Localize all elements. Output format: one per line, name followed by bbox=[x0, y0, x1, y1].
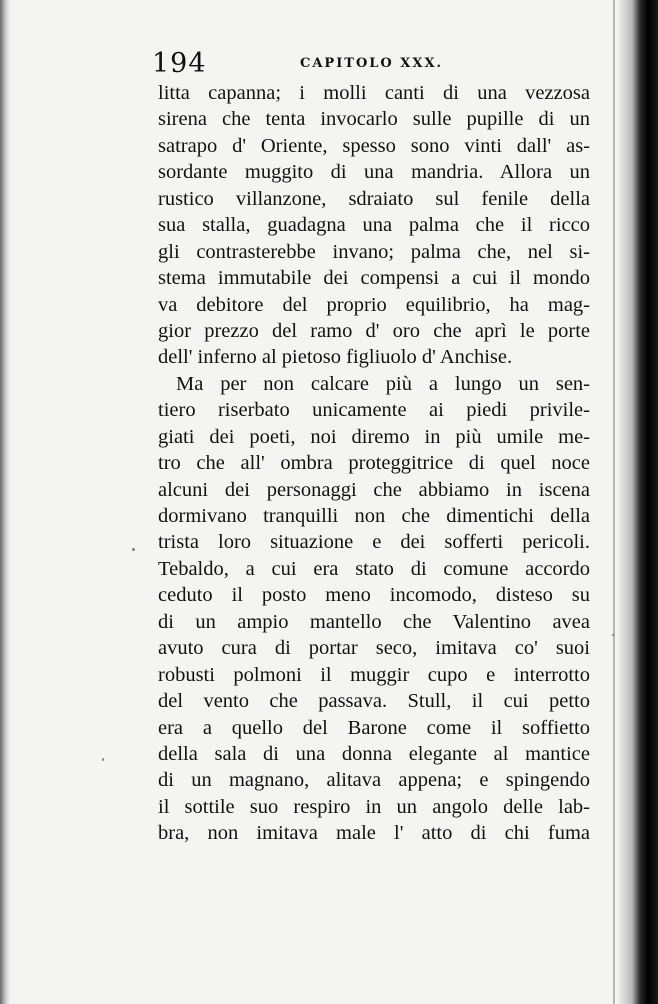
text-line: trista loro situazione e dei sofferti pericoli. bbox=[158, 531, 590, 554]
text-line: gior prezzo del ramo d' oro che aprì le porte bbox=[158, 319, 590, 342]
text-line: alcuni dei personaggi che abbiamo in iscena bbox=[158, 478, 590, 501]
book-binding-shadow bbox=[618, 0, 658, 1004]
text-line: della sala di una donna elegante al mantice bbox=[158, 742, 590, 765]
text-line: Tebaldo, a cui era stato di comune accordo bbox=[158, 557, 590, 580]
body-text bbox=[158, 80, 590, 847]
text-line: robusti polmoni il muggir cupo e interrotto bbox=[158, 663, 590, 686]
text-line: tiero riserbato unicamente ai piedi privile- bbox=[158, 399, 590, 422]
text-line: era a quello del Barone come il soffietto bbox=[158, 716, 590, 739]
text-line: stema immutabile dei compensi a cui il mondo bbox=[158, 267, 590, 290]
text-line: va debitore del proprio equilibrio, ha mag- bbox=[158, 293, 590, 316]
text-line: tro che all' ombra proteggitrice di quel noce bbox=[158, 452, 590, 475]
text-line: rustico villanzone, sdraiato sul fenile della bbox=[158, 187, 590, 210]
text-line: dormivano tranquilli non che dimentichi della bbox=[158, 505, 590, 527]
page-edge-line bbox=[613, 0, 615, 1004]
text-line: di un magnano, alitava appena; e spingendo bbox=[158, 769, 590, 792]
page-number: 194 bbox=[152, 48, 207, 79]
text-line: gli contrasterebbe invano; palma che, nel si- bbox=[158, 240, 590, 263]
text-line: ceduto il posto meno incomodo, disteso su bbox=[158, 584, 590, 607]
text-line: dell' inferno al pietoso figliuolo d' Anchise. bbox=[158, 346, 513, 369]
ink-speck bbox=[102, 758, 104, 761]
text-line: sirena che tenta invocarlo sulle pupille di un bbox=[158, 108, 590, 131]
ink-speck bbox=[132, 548, 135, 551]
running-head: CAPITOLO XXX. bbox=[300, 56, 444, 71]
text-line: bra, non imitava male l' atto di chi fuma bbox=[158, 822, 590, 845]
ink-speck bbox=[612, 634, 614, 636]
text-line: il sottile suo respiro in un angolo delle lab- bbox=[158, 795, 590, 818]
text-line: sua stalla, guadagna una palma che il ricco bbox=[158, 214, 590, 237]
text-line: di un ampio mantello che Valentino avea bbox=[158, 610, 590, 633]
text-line: del vento che passava. Stull, il cui petto bbox=[158, 690, 590, 713]
text-line: litta capanna; i molli canti di una vezzosa bbox=[158, 82, 590, 104]
page-gutter-left bbox=[0, 0, 10, 1004]
text-line: sordante muggito di una mandria. Allora un bbox=[158, 161, 590, 184]
text-line: Ma per non calcare più a lungo un sen- bbox=[176, 372, 590, 395]
page-header bbox=[152, 44, 592, 84]
text-line: satrapo d' Oriente, spesso sono vinti dall' as- bbox=[158, 134, 590, 157]
text-line: avuto cura di portar seco, imitava co' suoi bbox=[158, 637, 590, 660]
text-line: giati dei poeti, noi diremo in più umile me- bbox=[158, 425, 590, 448]
